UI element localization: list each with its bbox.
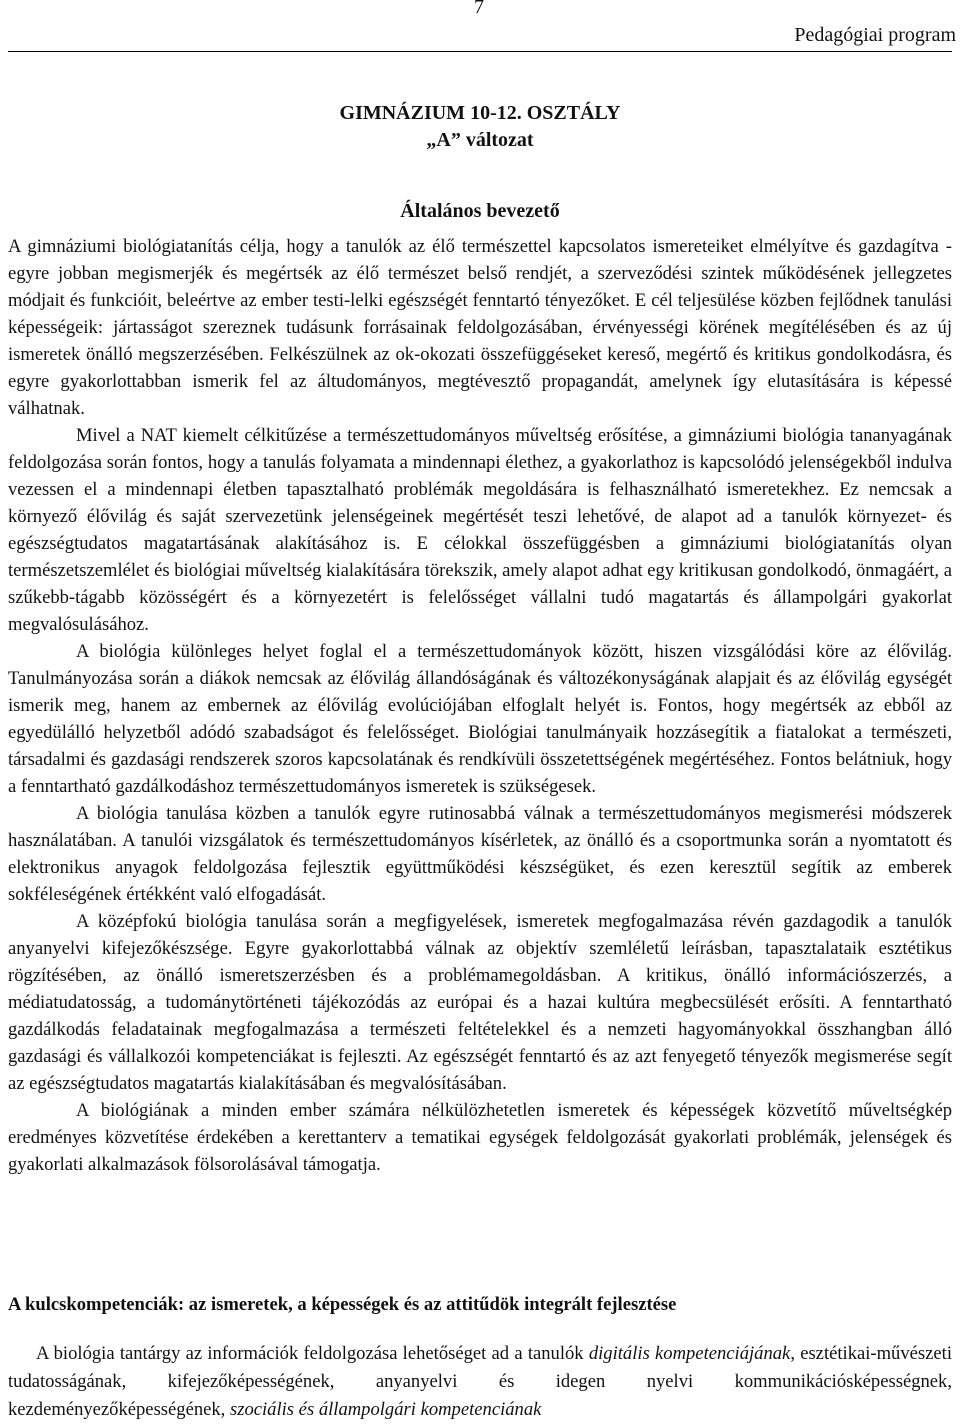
paragraph: Mivel a NAT kiemelt célkitűzése a természettudományos műveltség erősítése, a gimnáziumi biológia tananyagának feldolgozása során fontos, hogy a tanulás folyamata a mindennapi élethez, a gyakorlathoz is kapcsolódó jelenségekből indulva vezessen el a mindennapi életben tapasztalható problémák megoldására is felhasználható ismeretekhez. Ez nemcsak a környező élővilág és saját szervezetünk jelenségeinek megértését teszi lehetővé, de alapot ad a tanulók környezet- és egészségtudatos magatartásának alakításához is. E célokkal összefüggésben a gimnáziumi biológiatanítás olyan természetszemlélet és biológiai műveltség kialakítására törekszik, amely alapot adhat egy kritikusan gondolkodó, önmagáért, a szűkebb-tágabb közösségért és a környezetért is felelősséget vállalni tudó magatartás és állampolgári gyakorlat megvalósulásához. <box>8 425 952 635</box>
section-title: Általános bevezető <box>400 200 560 222</box>
running-header: Pedagógiai program <box>794 24 956 46</box>
paragraph-text: A biológia tantárgy az információk feldolgozása lehetőséget ad a tanulók <box>36 1343 589 1364</box>
paragraph-text: , esztétikai-művészeti tudatosságának, kifejezőképességének, anyanyelvi és idegen nyelvi kommunikációsképességnek, kezdeményezőképességének, <box>8 1343 952 1420</box>
document-title: GIMNÁZIUM 10-12. OSZTÁLY <box>339 102 621 124</box>
header-rule <box>8 51 952 52</box>
emphasis-text: szociális és állampolgári kompetenciának <box>229 1399 542 1420</box>
title-block <box>0 100 960 225</box>
key-competencies-heading: A kulcskompetenciák: az ismeretek, a képességek és az attitűdök integrált fejlesztése <box>8 1294 677 1315</box>
key-competencies-paragraph <box>8 1340 952 1424</box>
page-number: 7 <box>474 0 484 18</box>
paragraph: A biológia tanulása közben a tanulók egyre rutinosabbá válnak a természettudományos megismerési módszerek használatában. A tanulói vizsgálatok és természettudományos kísérletek, az önálló és a csoportmunka során a nyomtatott és elektronikus anyagok feldolgozása fejlesztik együttműködési készségüket, és ezen keresztül segítik az emberek sokféleségének értékként való elfogadását. <box>8 803 952 905</box>
paragraph: A biológia különleges helyet foglal el a természettudományok között, hiszen vizsgálódási köre az élővilág. Tanulmányozása során a diákok nemcsak az élővilág állandóságának és változékonyságának alapjait és az élővilág egységét ismerik meg, hanem az embernek az élővilág evolúciójában elfoglalt helyét is. Fontos, hogy megértsék az ebből az egyedülálló helyzetből adódó szabadságot és felelősséget. Biológiai tanulmányaik hozzásegítik a fiatalokat a természeti, társadalmi és gazdasági rendszerek szoros kapcsolatának és rendkívüli összetettségének megértéséhez. Fontos belátniuk, hogy a fenntartható gazdálkodáshoz természettudományos ismeretek is szükségesek. <box>8 641 952 797</box>
variant-title: „A” változat <box>426 129 534 151</box>
emphasis-text: digitális kompetenciájának <box>588 1343 791 1364</box>
paragraph: A biológiának a minden ember számára nélkülözhetetlen ismeretek és képességek közvetítő műveltségkép eredményes közvetítése érdekében a kerettanterv a tematikai egységek feldolgozását gyakorlati problémák, jelenségek és gyakorlati alkalmazások fölsorolásával támogatja. <box>8 1100 952 1175</box>
paragraph: A gimnáziumi biológiatanítás célja, hogy a tanulók az élő természettel kapcsolatos ismereteiket elmélyítve és gazdagítva - egyre jobban megismerjék és megértsék az élő természet belső rendjét, a szerveződési szintek működésének jellegzetes módjait és funkcióit, beleértve az ember testi-lelki egészségét fenntartó tényezőket. E cél teljesülése közben fejlődnek tanulási képességeik: jártasságot szereznek tudásunk forrásainak feldolgozásában, érvényességi körének megítélésében és az új ismeretek önálló megszerzésében. Felkészülnek az ok-okozati összefüggéseket kereső, megértő és kritikus gondolkodásra, és egyre gyakorlottabban ismerik fel az áltudományos, megtévesztő propagandát, amelynek így elutasítására is képessé válhatnak. <box>8 236 952 419</box>
body-text <box>8 233 952 1178</box>
paragraph: A középfokú biológia tanulása során a megfigyelések, ismeretek megfogalmazása révén gazdagodik a tanulók anyanyelvi kifejezőkészsége. Egyre gyakorlottabbá válnak az objektív szemléletű leírásban, tapasztalataik esztétikus rögzítésében, az önálló ismeretszerzésben és a problémamegoldásban. A kritikus, önálló információszerzés, a médiatudatosság, a tudománytörténeti tájékozódás az európai és a hazai kultúra megbecsülését erősíti. A fenntartható gazdálkodás feladatainak megfogalmazása a természeti feltételekkel és a nemzeti hagyományokkal összhangban álló gazdasági és vállalkozói kompetenciákat is fejleszti. Az egészségét fenntartó és az azt fenyegető tényezők megismerése segít az egészségtudatos magatartás kialakításában és megvalósításában. <box>8 911 952 1094</box>
